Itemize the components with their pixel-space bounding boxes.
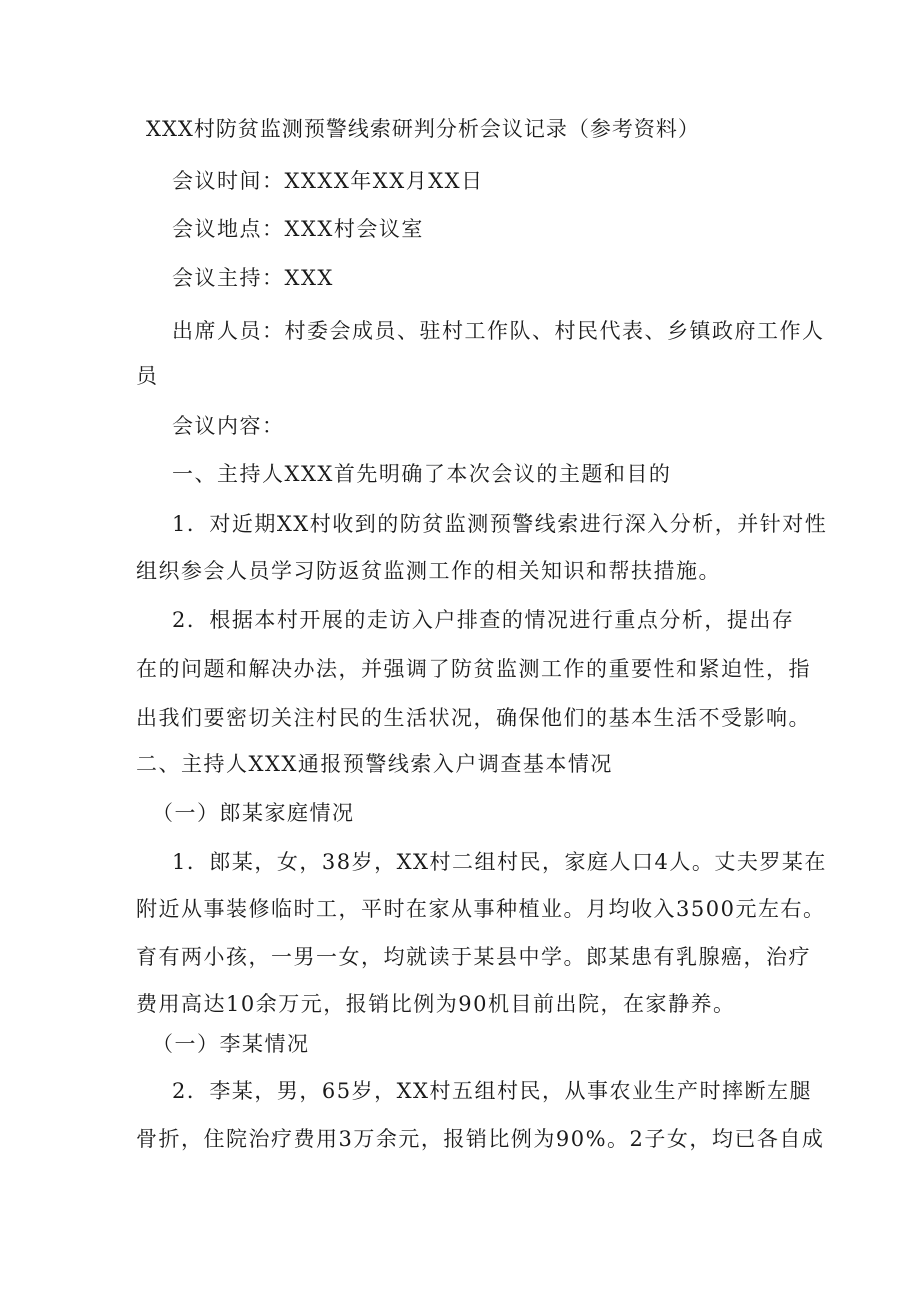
content-label: 会议内容： — [172, 414, 285, 438]
case-1-line-2: 附近从事装修临时工，平时在家从事种植业。月均收入3500元左右。 — [136, 897, 826, 921]
item-1-line-2: 组织参会人员学习防返贫监测工作的相关知识和帮扶措施。 — [136, 559, 721, 583]
item-2-line-3: 出我们要密切关注村民的生活状况，确保他们的基本生活不受影响。 — [136, 706, 811, 730]
item-2-line-1: 2．根据本村开展的走访入户排查的情况进行重点分析，提出存 — [172, 608, 795, 632]
meeting-place: 会议地点：XXX村会议室 — [172, 217, 424, 241]
case-2-line-2: 骨折，住院治疗费用3万余元，报销比例为90%。2子女，均已各自成 — [136, 1127, 825, 1151]
attendees-line-1: 出席人员：村委会成员、驻村工作队、村民代表、乡镇政府工作人 — [172, 319, 825, 343]
case-1-line-4: 费用高达10余万元，报销比例为90机目前出院，在家静养。 — [136, 992, 736, 1016]
sub-1-heading: （一）郎某家庭情况 — [152, 801, 355, 825]
meeting-time: 会议时间：XXXX年XX月XX日 — [172, 169, 484, 193]
document-title: XXX村防贫监测预警线索研判分析会议记录（参考资料） — [146, 117, 700, 141]
meeting-host: 会议主持：XXX — [172, 266, 334, 290]
section-2-heading: 二、主持人XXX通报预警线索入户调查基本情况 — [136, 752, 613, 776]
sub-2-heading: （一）李某情况 — [152, 1032, 310, 1056]
case-1-line-1: 1．郎某，女，38岁，XX村二组村民，家庭人口4人。丈夫罗某在 — [172, 850, 827, 874]
case-2-line-1: 2．李某，男，65岁，XX村五组村民，从事农业生产时摔断左腿 — [172, 1079, 812, 1103]
case-1-line-3: 育有两小孩，一男一女，均就读于某县中学。郎某患有乳腺癌，治疗 — [136, 945, 811, 969]
attendees-line-2: 员 — [136, 364, 159, 388]
section-1-heading: 一、主持人XXX首先明确了本次会议的主题和目的 — [172, 462, 672, 486]
item-2-line-2: 在的问题和解决办法，并强调了防贫监测工作的重要性和紧迫性，指 — [136, 657, 811, 681]
item-1-line-1: 1．对近期XX村收到的防贫监测预警线索进行深入分析，并针对性 — [172, 512, 828, 536]
